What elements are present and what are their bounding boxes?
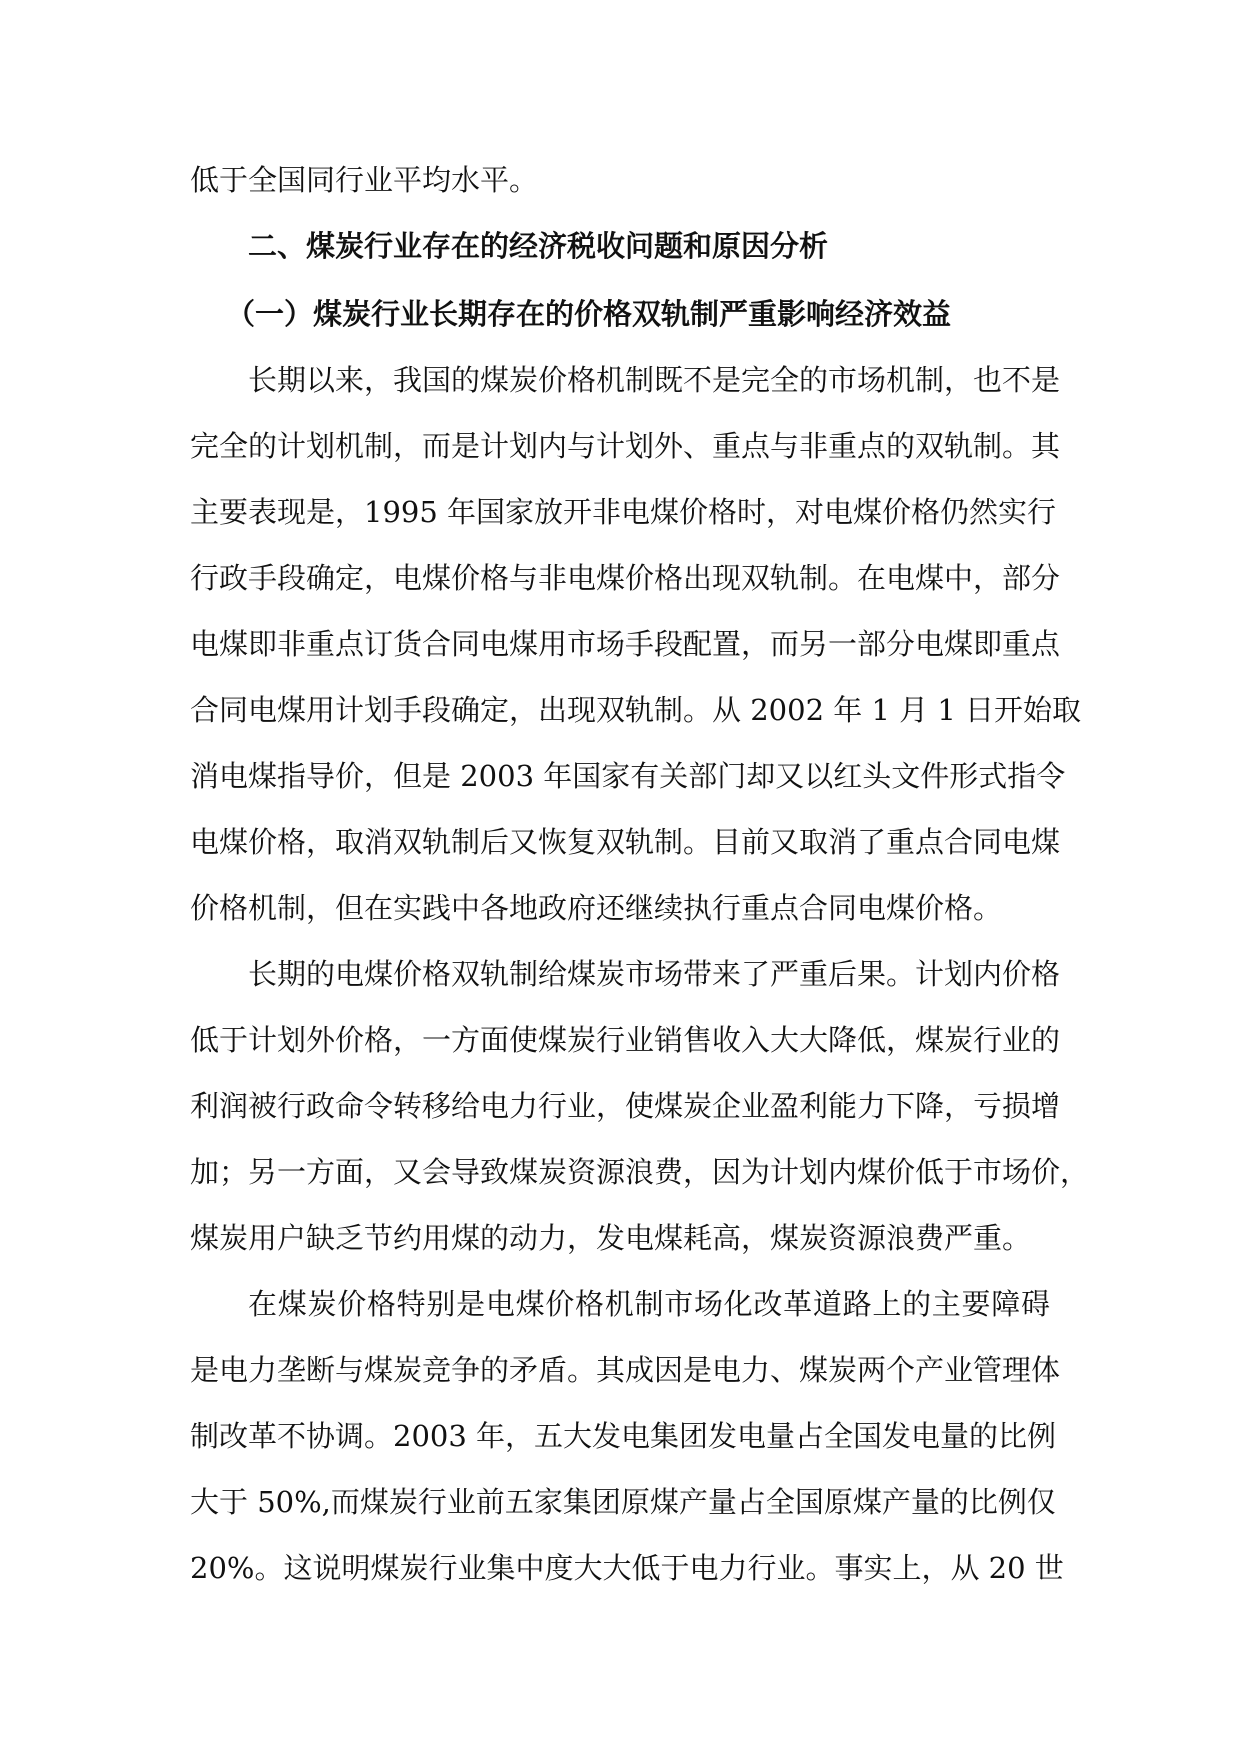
paragraph-2-line-3: 利润被行政命令转移给电力行业，使煤炭企业盈利能力下降，亏损增 [190, 1089, 1061, 1123]
paragraph-2-line-4: 加；另一方面，又会导致煤炭资源浪费，因为计划内煤价低于市场价， [190, 1155, 1090, 1189]
paragraph-3-line-5: 20%。这说明煤炭行业集中度大大低于电力行业。事实上，从 20 世 [190, 1551, 1064, 1585]
paragraph-2-line-5: 煤炭用户缺乏节约用煤的动力，发电煤耗高，煤炭资源浪费严重。 [190, 1221, 1032, 1255]
paragraph-2-line-1: 长期的电煤价格双轨制给煤炭市场带来了严重后果。计划内价格 [248, 957, 1061, 991]
paragraph-1-line-7: 消电煤指导价，但是 2003 年国家有关部门却又以红头文件形式指令 [190, 759, 1066, 793]
paragraph-1-line-3: 主要表现是，1995 年国家放开非电煤价格时，对电煤价格仍然实行 [190, 495, 1057, 529]
text-line-continuation: 低于全国同行业平均水平。 [190, 163, 539, 197]
paragraph-1-line-6: 合同电煤用计划手段确定，出现双轨制。从 2002 年 1 月 1 日开始取 [190, 693, 1082, 727]
paragraph-3-line-1: 在煤炭价格特别是电煤价格机制市场化改革道路上的主要障碍 [248, 1287, 1050, 1321]
paragraph-1-line-5: 电煤即非重点订货合同电煤用市场手段配置，而另一部分电煤即重点 [190, 627, 1061, 661]
paragraph-3-line-3: 制改革不协调。2003 年，五大发电集团发电量占全国发电量的比例 [190, 1419, 1057, 1453]
paragraph-2-line-2: 低于计划外价格，一方面使煤炭行业销售收入大大降低，煤炭行业的 [190, 1023, 1061, 1057]
paragraph-3-line-4: 大于 50%,而煤炭行业前五家集团原煤产量占全国原煤产量的比例仅 [190, 1485, 1056, 1519]
paragraph-1-line-9: 价格机制，但在实践中各地政府还继续执行重点合同电煤价格。 [190, 891, 1003, 925]
paragraph-1-line-2: 完全的计划机制，而是计划内与计划外、重点与非重点的双轨制。其 [190, 429, 1061, 463]
subsection-heading: （一）煤炭行业长期存在的价格双轨制严重影响经济效益 [226, 297, 952, 331]
paragraph-3-line-2: 是电力垄断与煤炭竞争的矛盾。其成因是电力、煤炭两个产业管理体 [190, 1353, 1061, 1387]
paragraph-1-line-8: 电煤价格，取消双轨制后又恢复双轨制。目前又取消了重点合同电煤 [190, 825, 1061, 859]
paragraph-1-line-1: 长期以来，我国的煤炭价格机制既不是完全的市场机制，也不是 [248, 363, 1061, 397]
section-heading: 二、煤炭行业存在的经济税收问题和原因分析 [248, 229, 829, 263]
paragraph-1-line-4: 行政手段确定，电煤价格与非电煤价格出现双轨制。在电煤中，部分 [190, 561, 1061, 595]
